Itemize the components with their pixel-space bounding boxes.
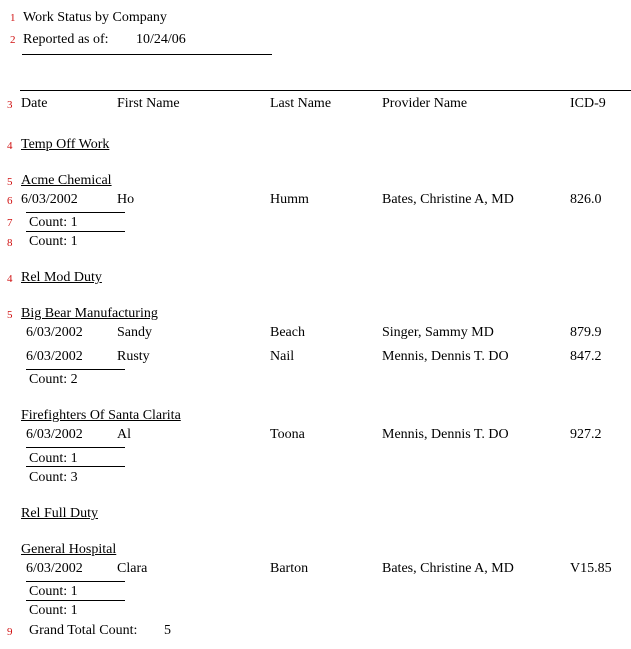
col-first-name: First Name	[117, 96, 180, 111]
company-count: Count: 1	[29, 451, 78, 466]
cell-last-name: Beach	[270, 325, 305, 340]
cell-provider: Mennis, Dennis T. DO	[382, 427, 509, 442]
marker-8: 8	[7, 237, 13, 249]
cell-provider: Mennis, Dennis T. DO	[382, 349, 509, 364]
status-count: Count: 3	[29, 470, 78, 485]
cell-first-name: Al	[117, 427, 131, 442]
marker-3: 3	[7, 99, 13, 111]
cell-last-name: Barton	[270, 561, 309, 576]
marker-5: 5	[7, 309, 13, 321]
marker-6: 6	[7, 195, 13, 207]
company-count: Count: 1	[29, 215, 78, 230]
cell-first-name: Sandy	[117, 325, 152, 340]
status-count: Count: 1	[29, 234, 78, 249]
count-rule	[26, 447, 125, 448]
grand-total-value: 5	[164, 623, 171, 638]
marker-7: 7	[7, 217, 13, 229]
company-heading: Big Bear Manufacturing	[21, 306, 158, 321]
status-heading: Rel Full Duty	[21, 506, 99, 521]
cell-provider: Bates, Christine A, MD	[382, 561, 514, 576]
header-rule	[22, 54, 272, 55]
company-heading: Acme Chemical	[21, 173, 112, 188]
cell-date: 6/03/2002	[26, 349, 83, 364]
col-date: Date	[21, 96, 48, 111]
status-heading: Rel Mod Duty	[21, 270, 102, 285]
cell-icd9: 879.9	[570, 325, 602, 340]
status-count: Count: 1	[29, 603, 78, 618]
cell-last-name: Toona	[270, 427, 305, 442]
report-title: Work Status by Company	[23, 10, 167, 25]
column-header-rule	[20, 90, 631, 91]
company-heading: Firefighters Of Santa Clarita	[21, 408, 181, 423]
col-provider-name: Provider Name	[382, 96, 468, 111]
status-heading: Temp Off Work	[21, 137, 110, 152]
count-rule	[26, 581, 125, 582]
cell-first-name: Clara	[117, 561, 148, 576]
reported-date: 10/24/06	[136, 32, 186, 47]
marker-4: 4	[7, 273, 13, 285]
cell-first-name: Ho	[117, 192, 135, 207]
marker-5: 5	[7, 176, 13, 188]
cell-last-name: Humm	[270, 192, 309, 207]
col-icd9: ICD-9	[570, 96, 606, 111]
marker-9: 9	[7, 626, 13, 638]
cell-date: 6/03/2002	[26, 561, 83, 576]
cell-icd9: V15.85	[570, 561, 612, 576]
grand-total-label: Grand Total Count:	[29, 623, 138, 638]
col-last-name: Last Name	[270, 96, 332, 111]
marker-1: 1	[10, 12, 16, 24]
cell-icd9: 927.2	[570, 427, 602, 442]
count-rule	[26, 231, 125, 232]
marker-4: 4	[7, 140, 13, 152]
cell-date: 6/03/2002	[26, 427, 83, 442]
count-rule	[26, 466, 125, 467]
cell-first-name: Rusty	[117, 349, 150, 364]
count-rule	[26, 369, 125, 370]
company-count: Count: 2	[29, 372, 78, 387]
reported-label: Reported as of:	[23, 32, 109, 47]
cell-icd9: 826.0	[570, 192, 602, 207]
cell-date: 6/03/2002	[26, 325, 83, 340]
cell-icd9: 847.2	[570, 349, 602, 364]
cell-provider: Bates, Christine A, MD	[382, 192, 514, 207]
count-rule	[26, 600, 125, 601]
count-rule	[26, 212, 125, 213]
company-heading: General Hospital	[21, 542, 117, 557]
company-count: Count: 1	[29, 584, 78, 599]
cell-provider: Singer, Sammy MD	[382, 325, 494, 340]
cell-date: 6/03/2002	[21, 192, 78, 207]
marker-2: 2	[10, 34, 16, 46]
cell-last-name: Nail	[270, 349, 295, 364]
